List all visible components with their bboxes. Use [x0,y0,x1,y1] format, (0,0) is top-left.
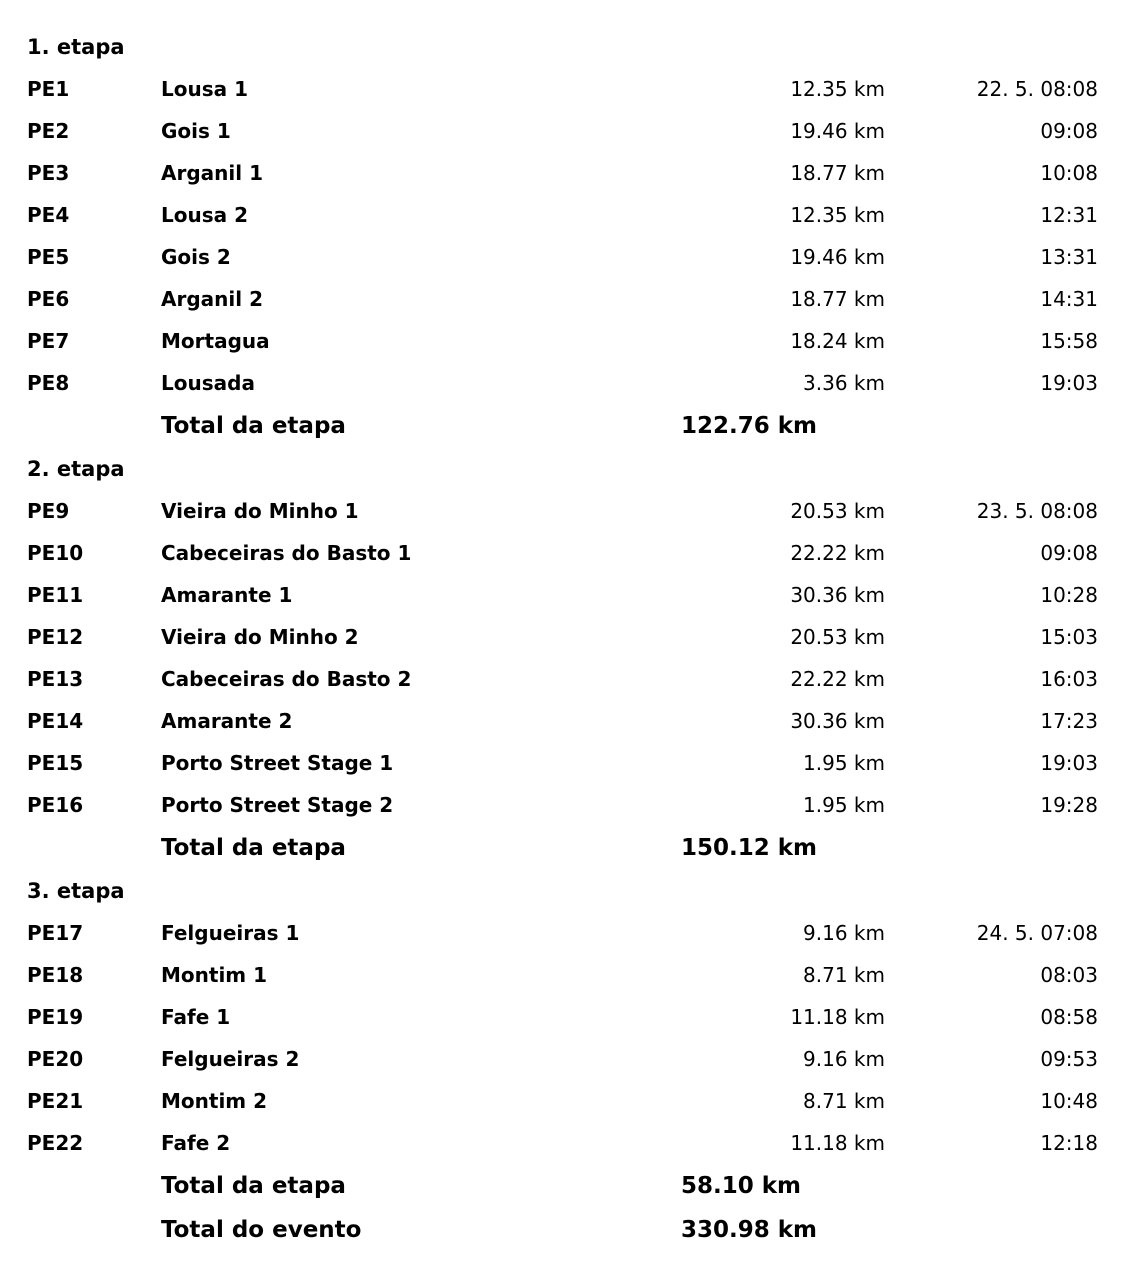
stage-distance: 19.46 km [790,245,885,269]
stage-distance: 22.22 km [790,541,885,565]
event-total-value: 330.98 km [681,1217,818,1243]
stage-code: PE21 [27,1089,84,1113]
stage-code: PE22 [27,1131,84,1155]
stage-start-time: 09:53 [1040,1047,1098,1071]
stage-name: Fafe 2 [161,1131,231,1155]
stage-name: Arganil 2 [161,287,263,311]
stage-code: PE18 [27,963,84,987]
stage-code: PE6 [27,287,70,311]
stage-distance: 8.71 km [803,963,885,987]
stage-code: PE19 [27,1005,84,1029]
stage-total-value: 150.12 km [681,835,818,861]
stage-name: Cabeceiras do Basto 2 [161,667,412,691]
stage-code: PE12 [27,625,84,649]
stage-start-time: 16:03 [1040,667,1098,691]
stage-distance: 22.22 km [790,667,885,691]
stage-code: PE20 [27,1047,84,1071]
special-stage-row [0,68,1125,110]
stage-total-value: 122.76 km [681,413,818,439]
stage-name: Lousa 2 [161,203,249,227]
stage-start-time: 22. 5. 08:08 [976,77,1098,101]
stage-section [0,870,1125,1208]
special-stage-row [0,362,1125,404]
stage-title: 3. etapa [27,879,125,903]
special-stage-row [0,616,1125,658]
stage-name: Amarante 2 [161,709,293,733]
special-stage-row [0,194,1125,236]
stage-name: Montim 1 [161,963,268,987]
stage-distance: 30.36 km [790,583,885,607]
stage-section [0,448,1125,870]
stage-distance: 30.36 km [790,709,885,733]
special-stage-row [0,1122,1125,1164]
stage-name: Montim 2 [161,1089,268,1113]
stage-total-row [0,404,1125,448]
special-stage-row [0,954,1125,996]
stage-name: Gois 1 [161,119,231,143]
stage-distance: 1.95 km [803,751,885,775]
special-stage-row [0,152,1125,194]
stage-code: PE16 [27,793,84,817]
stage-code: PE3 [27,161,70,185]
special-stage-row [0,742,1125,784]
stage-section [0,26,1125,448]
stage-start-time: 10:08 [1040,161,1098,185]
special-stage-row [0,1038,1125,1080]
stage-name: Vieira do Minho 2 [161,625,359,649]
stage-start-time: 10:48 [1040,1089,1098,1113]
stage-start-time: 14:31 [1040,287,1098,311]
stage-total-value: 58.10 km [681,1173,802,1199]
stage-start-time: 17:23 [1040,709,1098,733]
stage-distance: 12.35 km [790,77,885,101]
stage-distance: 3.36 km [803,371,885,395]
stage-title: 1. etapa [27,35,125,59]
stage-start-time: 19:03 [1040,371,1098,395]
stage-total-label: Total da etapa [161,1173,346,1199]
stage-start-time: 09:08 [1040,119,1098,143]
stage-code: PE17 [27,921,84,945]
stage-code: PE13 [27,667,84,691]
rally-schedule [0,26,1125,1252]
stage-distance: 19.46 km [790,119,885,143]
stage-name: Lousa 1 [161,77,249,101]
stage-distance: 20.53 km [790,499,885,523]
stage-start-time: 15:03 [1040,625,1098,649]
stage-code: PE8 [27,371,70,395]
stage-total-row [0,1164,1125,1208]
special-stage-row [0,278,1125,320]
stage-distance: 11.18 km [790,1131,885,1155]
stage-distance: 9.16 km [803,921,885,945]
stage-start-time: 08:03 [1040,963,1098,987]
stage-code: PE9 [27,499,70,523]
special-stage-row [0,784,1125,826]
stage-start-time: 15:58 [1040,329,1098,353]
event-total-row [0,1208,1125,1252]
stage-name: Gois 2 [161,245,231,269]
stage-distance: 8.71 km [803,1089,885,1113]
stage-total-label: Total da etapa [161,413,346,439]
stage-total-label: Total da etapa [161,835,346,861]
stage-code: PE4 [27,203,70,227]
stage-name: Porto Street Stage 1 [161,751,394,775]
special-stage-row [0,700,1125,742]
stage-name: Porto Street Stage 2 [161,793,394,817]
stage-name: Felgueiras 1 [161,921,300,945]
stage-name: Vieira do Minho 1 [161,499,359,523]
stage-start-time: 12:31 [1040,203,1098,227]
stage-distance: 18.77 km [790,161,885,185]
stage-name: Fafe 1 [161,1005,231,1029]
stage-code: PE15 [27,751,84,775]
stage-distance: 18.77 km [790,287,885,311]
stage-start-time: 19:03 [1040,751,1098,775]
stage-distance: 12.35 km [790,203,885,227]
stage-start-time: 13:31 [1040,245,1098,269]
special-stage-row [0,1080,1125,1122]
stage-start-time: 09:08 [1040,541,1098,565]
stage-start-time: 10:28 [1040,583,1098,607]
stage-distance: 20.53 km [790,625,885,649]
stage-distance: 1.95 km [803,793,885,817]
special-stage-row [0,532,1125,574]
stage-title: 2. etapa [27,457,125,481]
stage-name: Amarante 1 [161,583,293,607]
special-stage-row [0,236,1125,278]
stage-code: PE7 [27,329,70,353]
special-stage-row [0,110,1125,152]
stage-start-time: 23. 5. 08:08 [976,499,1098,523]
stage-code: PE1 [27,77,70,101]
stage-distance: 9.16 km [803,1047,885,1071]
stage-start-time: 08:58 [1040,1005,1098,1029]
stage-name: Cabeceiras do Basto 1 [161,541,412,565]
special-stage-row [0,996,1125,1038]
stage-total-row [0,826,1125,870]
stage-start-time: 12:18 [1040,1131,1098,1155]
stage-name: Mortagua [161,329,270,353]
event-total-label: Total do evento [161,1217,362,1243]
stage-name: Arganil 1 [161,161,263,185]
stage-name: Lousada [161,371,255,395]
stage-name: Felgueiras 2 [161,1047,300,1071]
special-stage-row [0,658,1125,700]
special-stage-row [0,912,1125,954]
stage-distance: 18.24 km [790,329,885,353]
stage-code: PE10 [27,541,84,565]
special-stage-row [0,490,1125,532]
stage-start-time: 24. 5. 07:08 [976,921,1098,945]
special-stage-row [0,574,1125,616]
stage-start-time: 19:28 [1040,793,1098,817]
stage-code: PE2 [27,119,70,143]
stage-code: PE11 [27,583,84,607]
special-stage-row [0,320,1125,362]
stage-distance: 11.18 km [790,1005,885,1029]
stage-code: PE14 [27,709,84,733]
stage-code: PE5 [27,245,70,269]
